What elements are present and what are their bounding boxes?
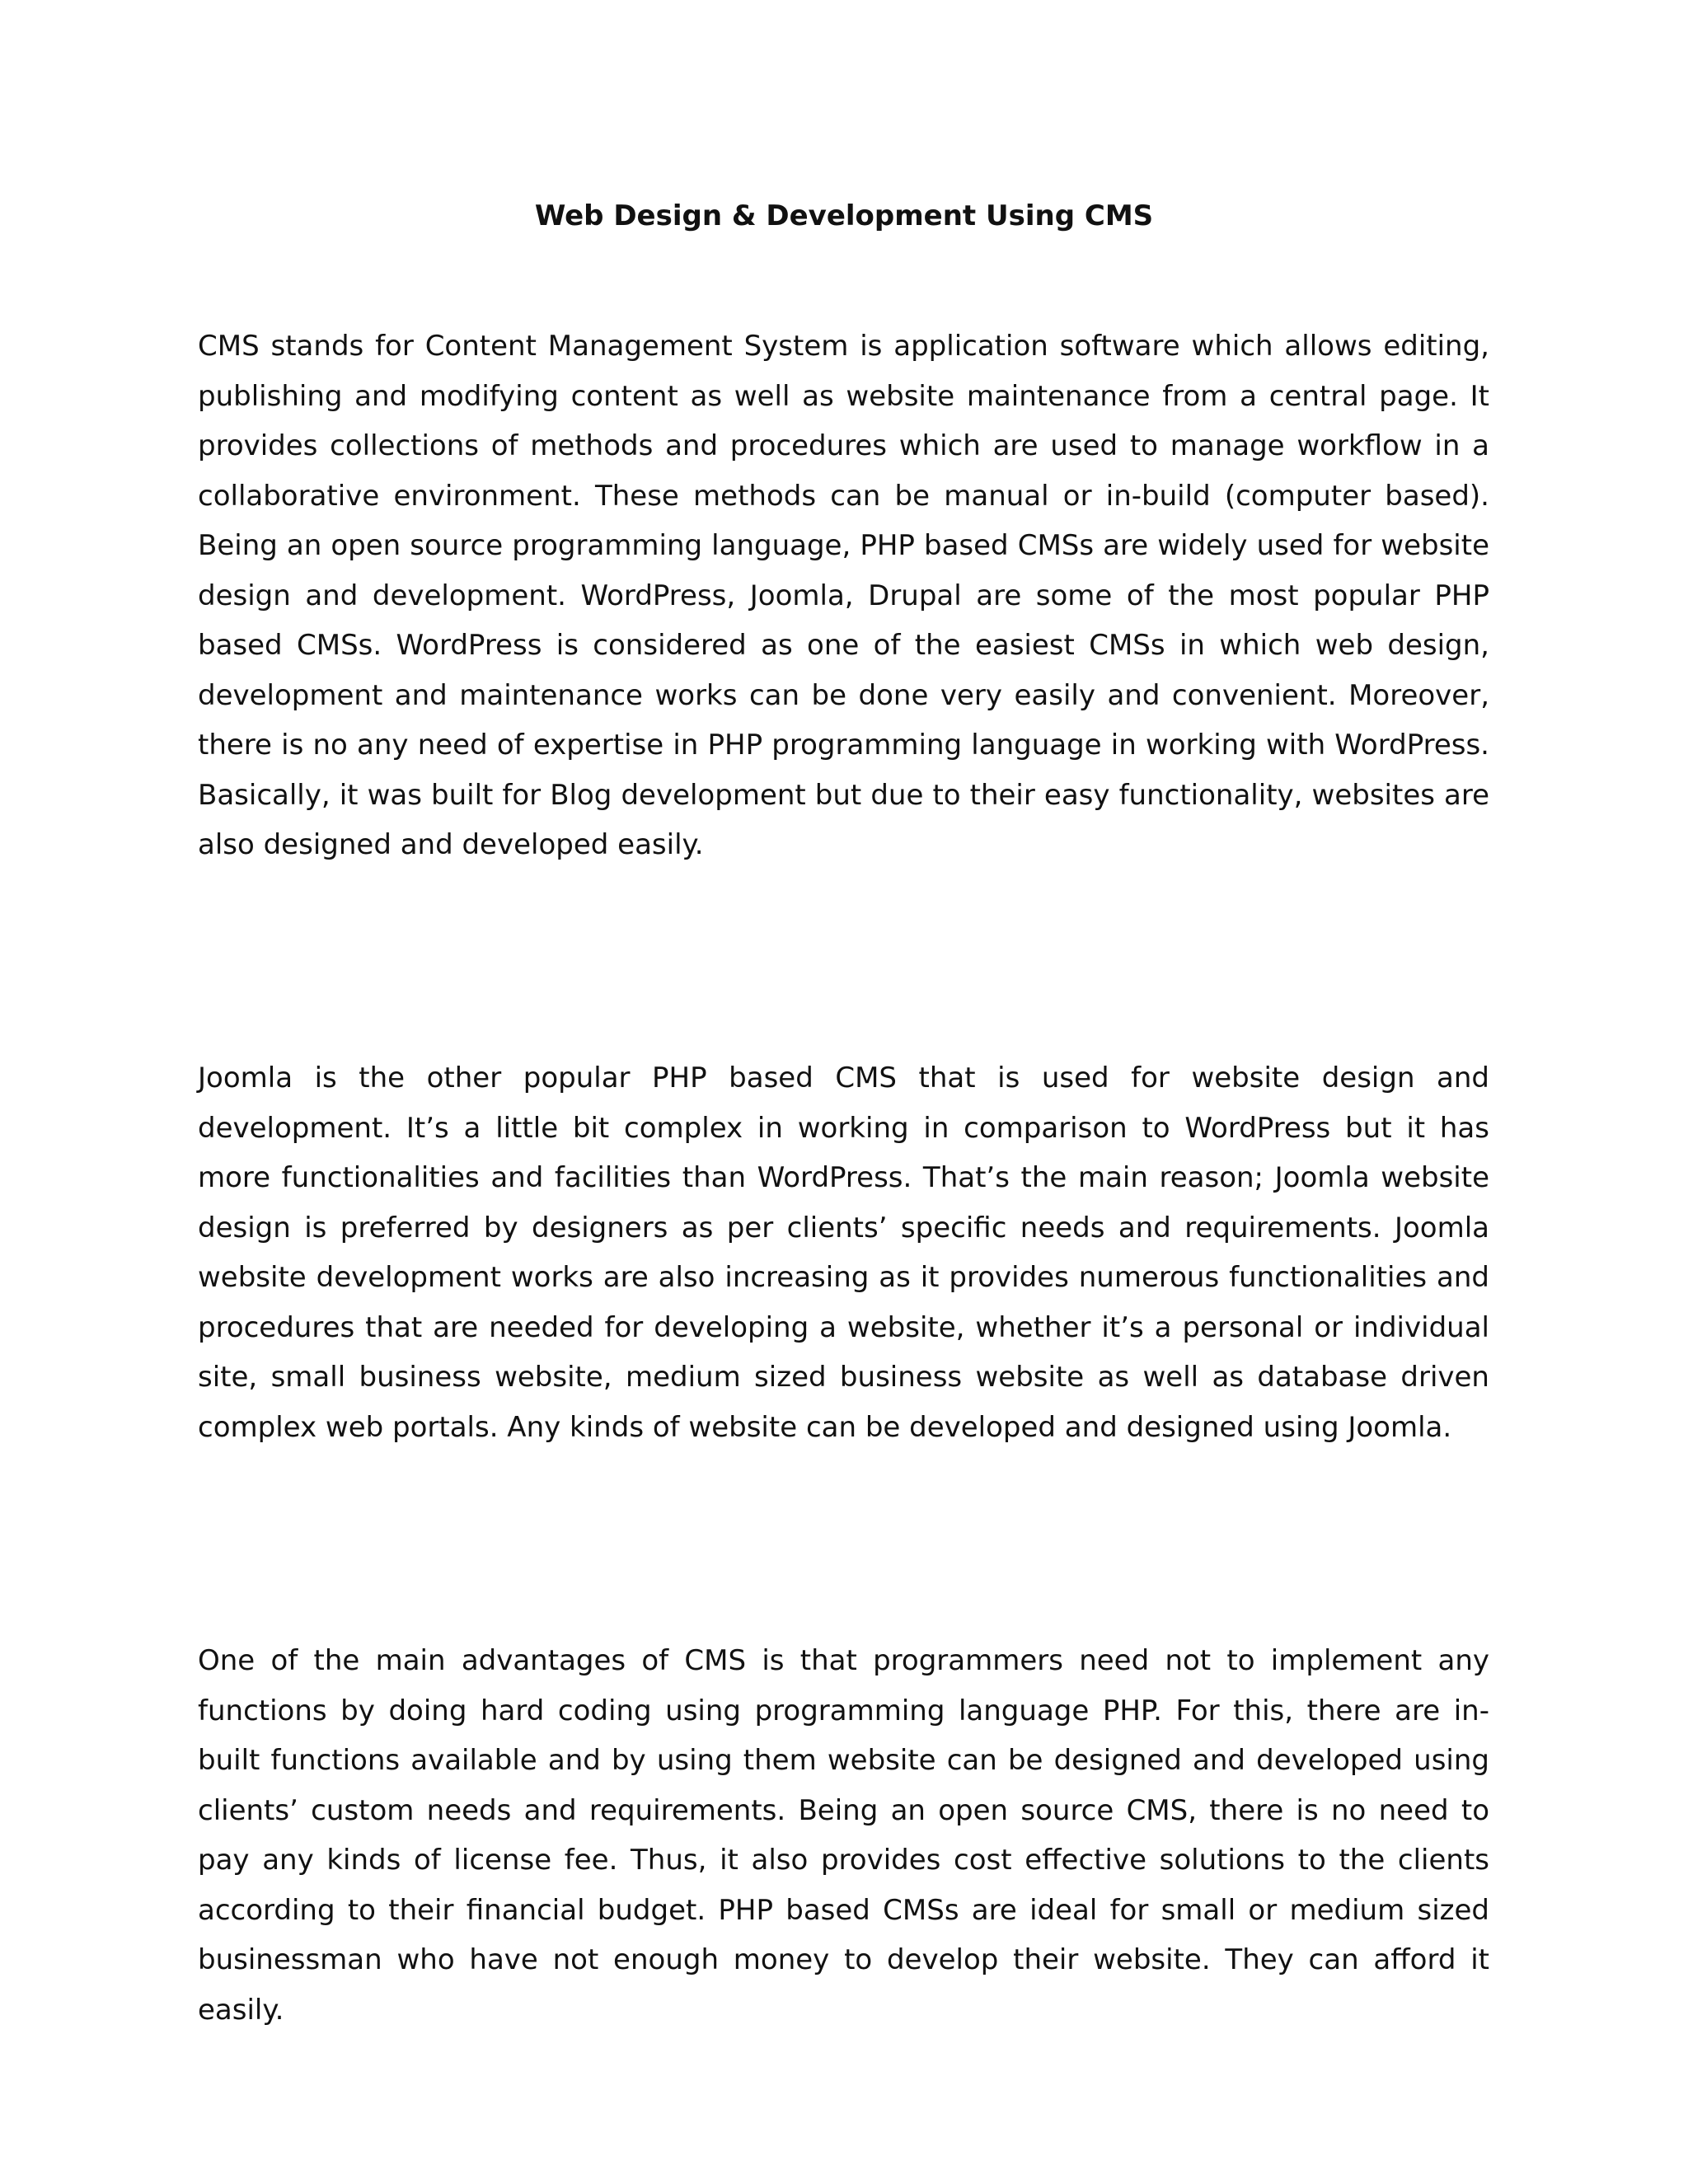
document-title: Web Design & Development Using CMS — [534, 199, 1154, 232]
paragraph-joomla: Joomla is the other popular PHP based CMS that is used for website design and development. It’s a little bit complex in working in comparison to WordPress but it has more functionalities and facilities than WordPress. That’s the main reason; Joomla website design is preferred by designers as per clients’ specific needs and requirements. Joomla website development works are also increasing as it provides numerous functionalities and procedures that are needed for developing a website, whether it’s a personal or individual site, small business website, medium sized business website as well as database driven complex web portals. Any kinds of website can be developed and designed using Joomla. — [198, 1062, 1489, 1444]
paragraph-cms-intro: CMS stands for Content Management System is application software which allows editing, publishing and modifying content as well as website maintenance from a central page. It provides collections of methods and procedures which are used to manage workflow in a collaborative environment. These methods can be manual or in-build (computer based). Being an open source programming language, PHP based CMSs are widely used for website design and development. WordPress, Joomla, Drupal are some of the most popular PHP based CMSs. WordPress is considered as one of the easiest CMSs in which web design, development and maintenance works can be done very easily and convenient. Moreover, there is no any need of expertise in PHP programming language in working with WordPress. Basically, it was built for Blog development but due to their easy functionality, websites are also designed and developed easily. — [198, 330, 1489, 861]
paragraph-cms-advantages: One of the main advantages of CMS is that programmers need not to implement any functions by doing hard coding using programming language PHP. For this, there are in-built functions available and by using them website can be designed and developed using clients’ custom needs and requirements. Being an open source CMS, there is no need to pay any kinds of license fee. Thus, it also provides cost effective solutions to the clients according to their financial budget. PHP based CMSs are ideal for small or medium sized businessman who have not enough money to develop their website. They can afford it easily. — [198, 1644, 1489, 2027]
